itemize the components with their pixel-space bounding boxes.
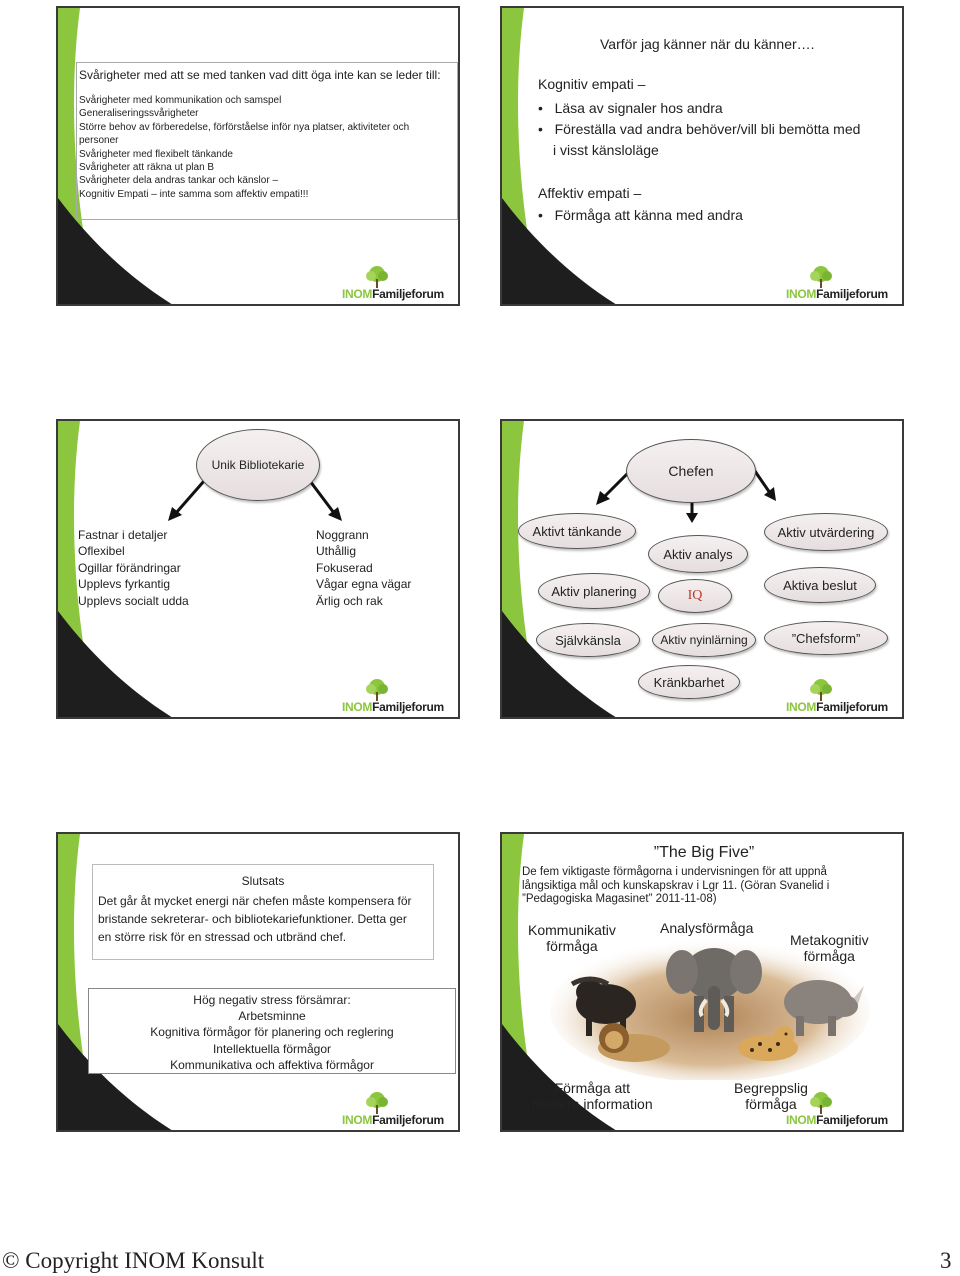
text-line: långsiktiga mål och kunskapskrav i Lgr 11. (Göran Svanelid i	[522, 879, 830, 892]
kognitiv-heading: Kognitiv empati –	[538, 76, 646, 92]
aktivt-tankande-oval: Aktivt tänkande	[518, 513, 636, 549]
logo-familjeforum: Familjeforum	[372, 1113, 444, 1127]
text-line: Kommunikativ	[528, 922, 616, 938]
logo-inom: INOM	[786, 1113, 817, 1127]
krankbarhet-oval: Kränkbarhet	[638, 665, 740, 699]
list-item: personer	[79, 135, 119, 147]
page-number: 3	[940, 1248, 952, 1273]
text-line: förmåga	[745, 1096, 797, 1112]
slide-1-heading: Svårigheter med att se med tanken vad ditt öga inte kan se leder till:	[79, 68, 441, 82]
list-item: Generaliseringssvårigheter	[79, 108, 199, 120]
list-item: • Läsa av signaler hos andra	[538, 100, 723, 116]
list-item: • Föreställa vad andra behöver/vill bli bemötta med	[538, 121, 861, 137]
sjalvkansla-oval: Självkänsla	[536, 623, 640, 657]
logo-familjeforum: Familjeforum	[372, 287, 444, 301]
tree-icon	[806, 1091, 836, 1115]
logo-familjeforum: Familjeforum	[816, 1113, 888, 1127]
tree-icon	[806, 265, 836, 289]
list-item: Kognitiv Empati – inte samma som affektiv empati!!!	[79, 188, 309, 200]
slutsats-body	[98, 892, 411, 946]
inom-logo	[342, 1091, 454, 1127]
logo-inom: INOM	[786, 287, 817, 301]
inom-logo	[342, 265, 454, 301]
list-item: i visst känsloläge	[553, 142, 659, 158]
text-line: Hög negativ stress försämrar:	[193, 993, 351, 1007]
list-item: Fastnar i detaljer	[78, 528, 168, 542]
inom-logo	[786, 678, 898, 714]
list-item: • Förmåga att känna med andra	[538, 207, 743, 223]
logo-familjeforum: Familjeforum	[372, 700, 444, 714]
aktiv-nyinlarning-oval: Aktiv nyinlärning	[652, 623, 756, 657]
text-line: Kognitiva förmågor för planering och reglering	[150, 1025, 394, 1040]
big-five-title: ”The Big Five”	[653, 844, 755, 861]
aktiv-utvardering-oval: Aktiv utvärdering	[764, 513, 888, 551]
symptoms-list	[79, 94, 409, 201]
list-item: Svårigheter dela andras tankar och känslor –	[79, 175, 279, 187]
list-item: Svårigheter med flexibelt tänkande	[79, 148, 233, 160]
slide-2-title: Varför jag känner när du känner….	[600, 36, 815, 52]
list-item: Svårigheter med kommunikation och samspel	[79, 95, 282, 106]
text-line: Förmåga att	[554, 1080, 631, 1096]
tree-icon	[362, 265, 392, 289]
list-item: Upplevs socialt udda	[78, 593, 189, 608]
aktiv-analys-oval: Aktiv analys	[648, 535, 748, 573]
list-item: Svårigheter att räkna ut plan B	[79, 162, 215, 174]
slide-4	[500, 419, 904, 719]
list-item: Oflexibel	[78, 544, 125, 559]
text-line: en större risk för en stressad och utbränd chef.	[98, 930, 347, 944]
slutsats-title: Slutsats	[241, 874, 285, 888]
text-line: hantera information	[532, 1096, 653, 1112]
slide-3	[56, 419, 460, 719]
list-item: Noggrann	[316, 528, 369, 542]
text-line: förmåga	[803, 948, 855, 964]
logo-inom: INOM	[342, 287, 373, 301]
inom-logo	[342, 678, 454, 714]
affektiv-list	[538, 207, 743, 223]
inom-logo	[786, 1091, 898, 1127]
text-line: ”Pedagogiska Magasinet” 2011-11-08)	[522, 893, 717, 905]
logo-familjeforum: Familjeforum	[816, 287, 888, 301]
chefsform-oval: ”Chefsform”	[764, 621, 888, 655]
slide-2	[500, 6, 904, 306]
slide-1	[56, 6, 460, 306]
iq-oval: IQ	[658, 579, 732, 613]
text-line: förmåga	[546, 938, 598, 954]
list-item: Upplevs fyrkantig	[78, 577, 171, 592]
text-line: bristande sekreterar- och bibliotekariefunktioner. Detta ger	[98, 912, 407, 926]
list-item: Större behov av förberedelse, förförståelse inför nya platser, aktiviteter och	[79, 121, 410, 133]
logo-inom: INOM	[786, 700, 817, 714]
strength-list	[316, 527, 411, 609]
tree-icon	[362, 1091, 392, 1115]
list-item: Ogillar förändringar	[78, 560, 181, 575]
weakness-list	[78, 527, 189, 609]
aktiva-beslut-oval: Aktiva beslut	[764, 567, 876, 603]
hantera-label	[532, 1080, 653, 1112]
metakognitiv-label	[790, 932, 869, 964]
affektiv-heading: Affektiv empati –	[538, 185, 642, 201]
aktiv-planering-oval: Aktiv planering	[538, 573, 650, 609]
big-five-intro	[522, 866, 829, 907]
text-line: Intellektuella förmågor	[212, 1041, 332, 1056]
tree-icon	[362, 678, 392, 702]
tree-icon	[806, 678, 836, 702]
list-item: Fokuserad	[316, 560, 373, 575]
list-item: Vågar egna vägar	[316, 577, 412, 592]
analys-label: Analysförmåga	[660, 920, 754, 936]
text-line: Begreppslig	[734, 1080, 808, 1096]
list-item: Ärlig och rak	[316, 593, 383, 608]
kommunikativ-label	[528, 922, 616, 954]
text-line: Arbetsminne	[238, 1009, 306, 1024]
unik-bibliotekarie-oval: Unik Bibliotekarie	[196, 429, 320, 501]
logo-familjeforum: Familjeforum	[816, 700, 888, 714]
chefen-oval: Chefen	[626, 439, 756, 503]
logo-inom: INOM	[342, 1113, 373, 1127]
text-line: Det går åt mycket energi när chefen måste kompensera för	[98, 894, 412, 908]
slide-6	[500, 832, 904, 1132]
list-item: Uthållig	[316, 544, 357, 559]
inom-logo	[786, 265, 898, 301]
slide-5	[56, 832, 460, 1132]
copyright-footer: © Copyright INOM Konsult	[2, 1248, 265, 1273]
logo-inom: INOM	[342, 700, 373, 714]
stress-list	[88, 992, 456, 1073]
text-line: Metakognitiv	[790, 932, 869, 948]
text-line: Kommunikativa och affektiva förmågor	[170, 1057, 374, 1072]
text-line: De fem viktigaste förmågorna i undervisningen för att uppnå	[522, 866, 827, 878]
kognitiv-list	[538, 98, 860, 161]
